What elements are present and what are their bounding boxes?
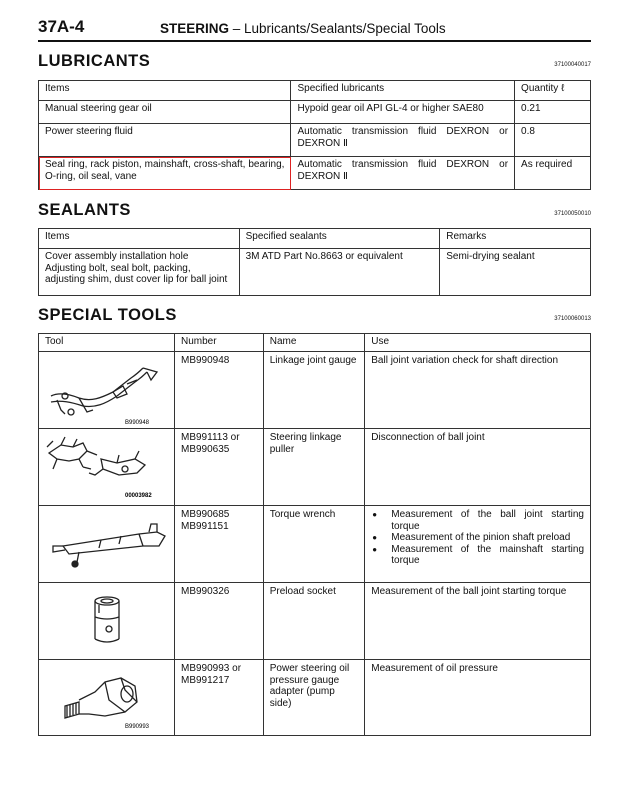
table-row [39,660,591,736]
page-number: 37A-4 [38,17,85,36]
tool-image-cell [39,506,175,583]
table-row [39,506,591,583]
use-list [371,509,584,567]
name-cell: Preload socket [263,583,365,660]
header-rule [38,40,591,42]
use-list-item: ● Measurement of the mainshaft starting torque [391,544,584,567]
tool-image-tag: B990948 [125,420,150,426]
table-row [39,101,591,124]
name-cell: Linkage joint gauge [263,352,365,429]
quantity-cell: 0.21 [515,101,591,124]
table-row [39,157,591,190]
sealants-table [38,228,591,296]
name-cell: Torque wrench [263,506,365,583]
item-cell: Manual steering gear oil [39,101,291,124]
use-cell: Measurement of oil pressure [365,660,591,736]
lubricant-cell: Automatic transmission fluid DEXRON or DEXRON Ⅱ [291,157,515,190]
item-line: Adjusting bolt, seal bolt, packing, adjusting shim, dust cover lip for ball joint [45,262,228,285]
item-cell: Power steering fluid [39,124,291,157]
col-number: Number [175,334,264,352]
number-cell: MB990685 MB991151 [175,506,264,583]
item-line: Cover assembly installation hole [45,251,189,262]
number-cell: MB990326 [175,583,264,660]
tool-image-cell [39,429,175,506]
use-cell: Ball joint variation check for shaft direction [365,352,591,429]
table-row [39,352,591,429]
col-name: Name [263,334,365,352]
special-tools-table [38,333,591,736]
use-list-item: ● Measurement of the ball joint starting torque [391,509,584,532]
tool-image-cell [39,660,175,736]
quantity-cell: As required [515,157,591,190]
number-cell: MB991113 or MB990635 [175,429,264,506]
col-specified-lubricants: Specified lubricants [291,81,515,101]
special-tools-code: 37100060013 [554,316,591,322]
preload-socket-illustration [39,583,174,659]
name-cell: Power steering oil pressure gauge adapter (pump side) [263,660,365,736]
tool-image-cell [39,352,175,429]
use-list-item: ● Measurement of the pinion shaft preload [391,532,584,544]
table-row [39,583,591,660]
steering-linkage-puller-illustration [39,429,174,505]
table-row [39,249,591,296]
use-cell: Disconnection of ball joint [365,429,591,506]
lubricant-cell: Hypoid gear oil API GL-4 or higher SAE80 [291,101,515,124]
table-header-row [39,334,591,352]
title-bold: STEERING [160,21,230,36]
linkage-joint-gauge-illustration [39,352,174,428]
lubricants-table [38,80,591,190]
tool-image-tag: 00003982 [125,493,152,499]
col-specified-sealants: Specified sealants [239,229,440,249]
torque-wrench-illustration [39,506,174,582]
use-cell: Measurement of the ball joint starting torque [365,583,591,660]
sealants-title: SEALANTS [38,201,131,219]
col-use: Use [365,334,591,352]
tool-image-tag: B990993 [125,724,150,730]
col-remarks: Remarks [440,229,591,249]
special-tools-title: SPECIAL TOOLS [38,306,177,324]
lubricants-code: 37100040017 [554,62,591,68]
use-cell [365,506,591,583]
title-dash: – [229,21,245,36]
number-cell: MB990948 [175,352,264,429]
col-items: Items [39,229,240,249]
col-tool: Tool [39,334,175,352]
number-cell: MB990993 or MB991217 [175,660,264,736]
lubricant-cell: Automatic transmission fluid DEXRON or DEXRON Ⅱ [291,124,515,157]
tool-image-cell [39,583,175,660]
pressure-gauge-adapter-illustration [39,660,174,735]
page-title [160,21,446,36]
item-cell [39,249,240,296]
sealant-cell: 3M ATD Part No.8663 or equivalent [239,249,440,296]
name-cell: Steering linkage puller [263,429,365,506]
col-quantity: Quantity ℓ [515,81,591,101]
title-rest: Lubricants/Sealants/Special Tools [244,21,446,36]
remarks-cell: Semi-drying sealant [440,249,591,296]
table-row [39,124,591,157]
table-header-row [39,81,591,101]
quantity-cell: 0.8 [515,124,591,157]
item-cell-highlighted: Seal ring, rack piston, mainshaft, cross-shaft, bearing, O-ring, oil seal, vane [39,157,291,190]
sealants-code: 37100050010 [554,211,591,217]
table-header-row [39,229,591,249]
col-items: Items [39,81,291,101]
table-row [39,429,591,506]
lubricants-title: LUBRICANTS [38,52,151,70]
